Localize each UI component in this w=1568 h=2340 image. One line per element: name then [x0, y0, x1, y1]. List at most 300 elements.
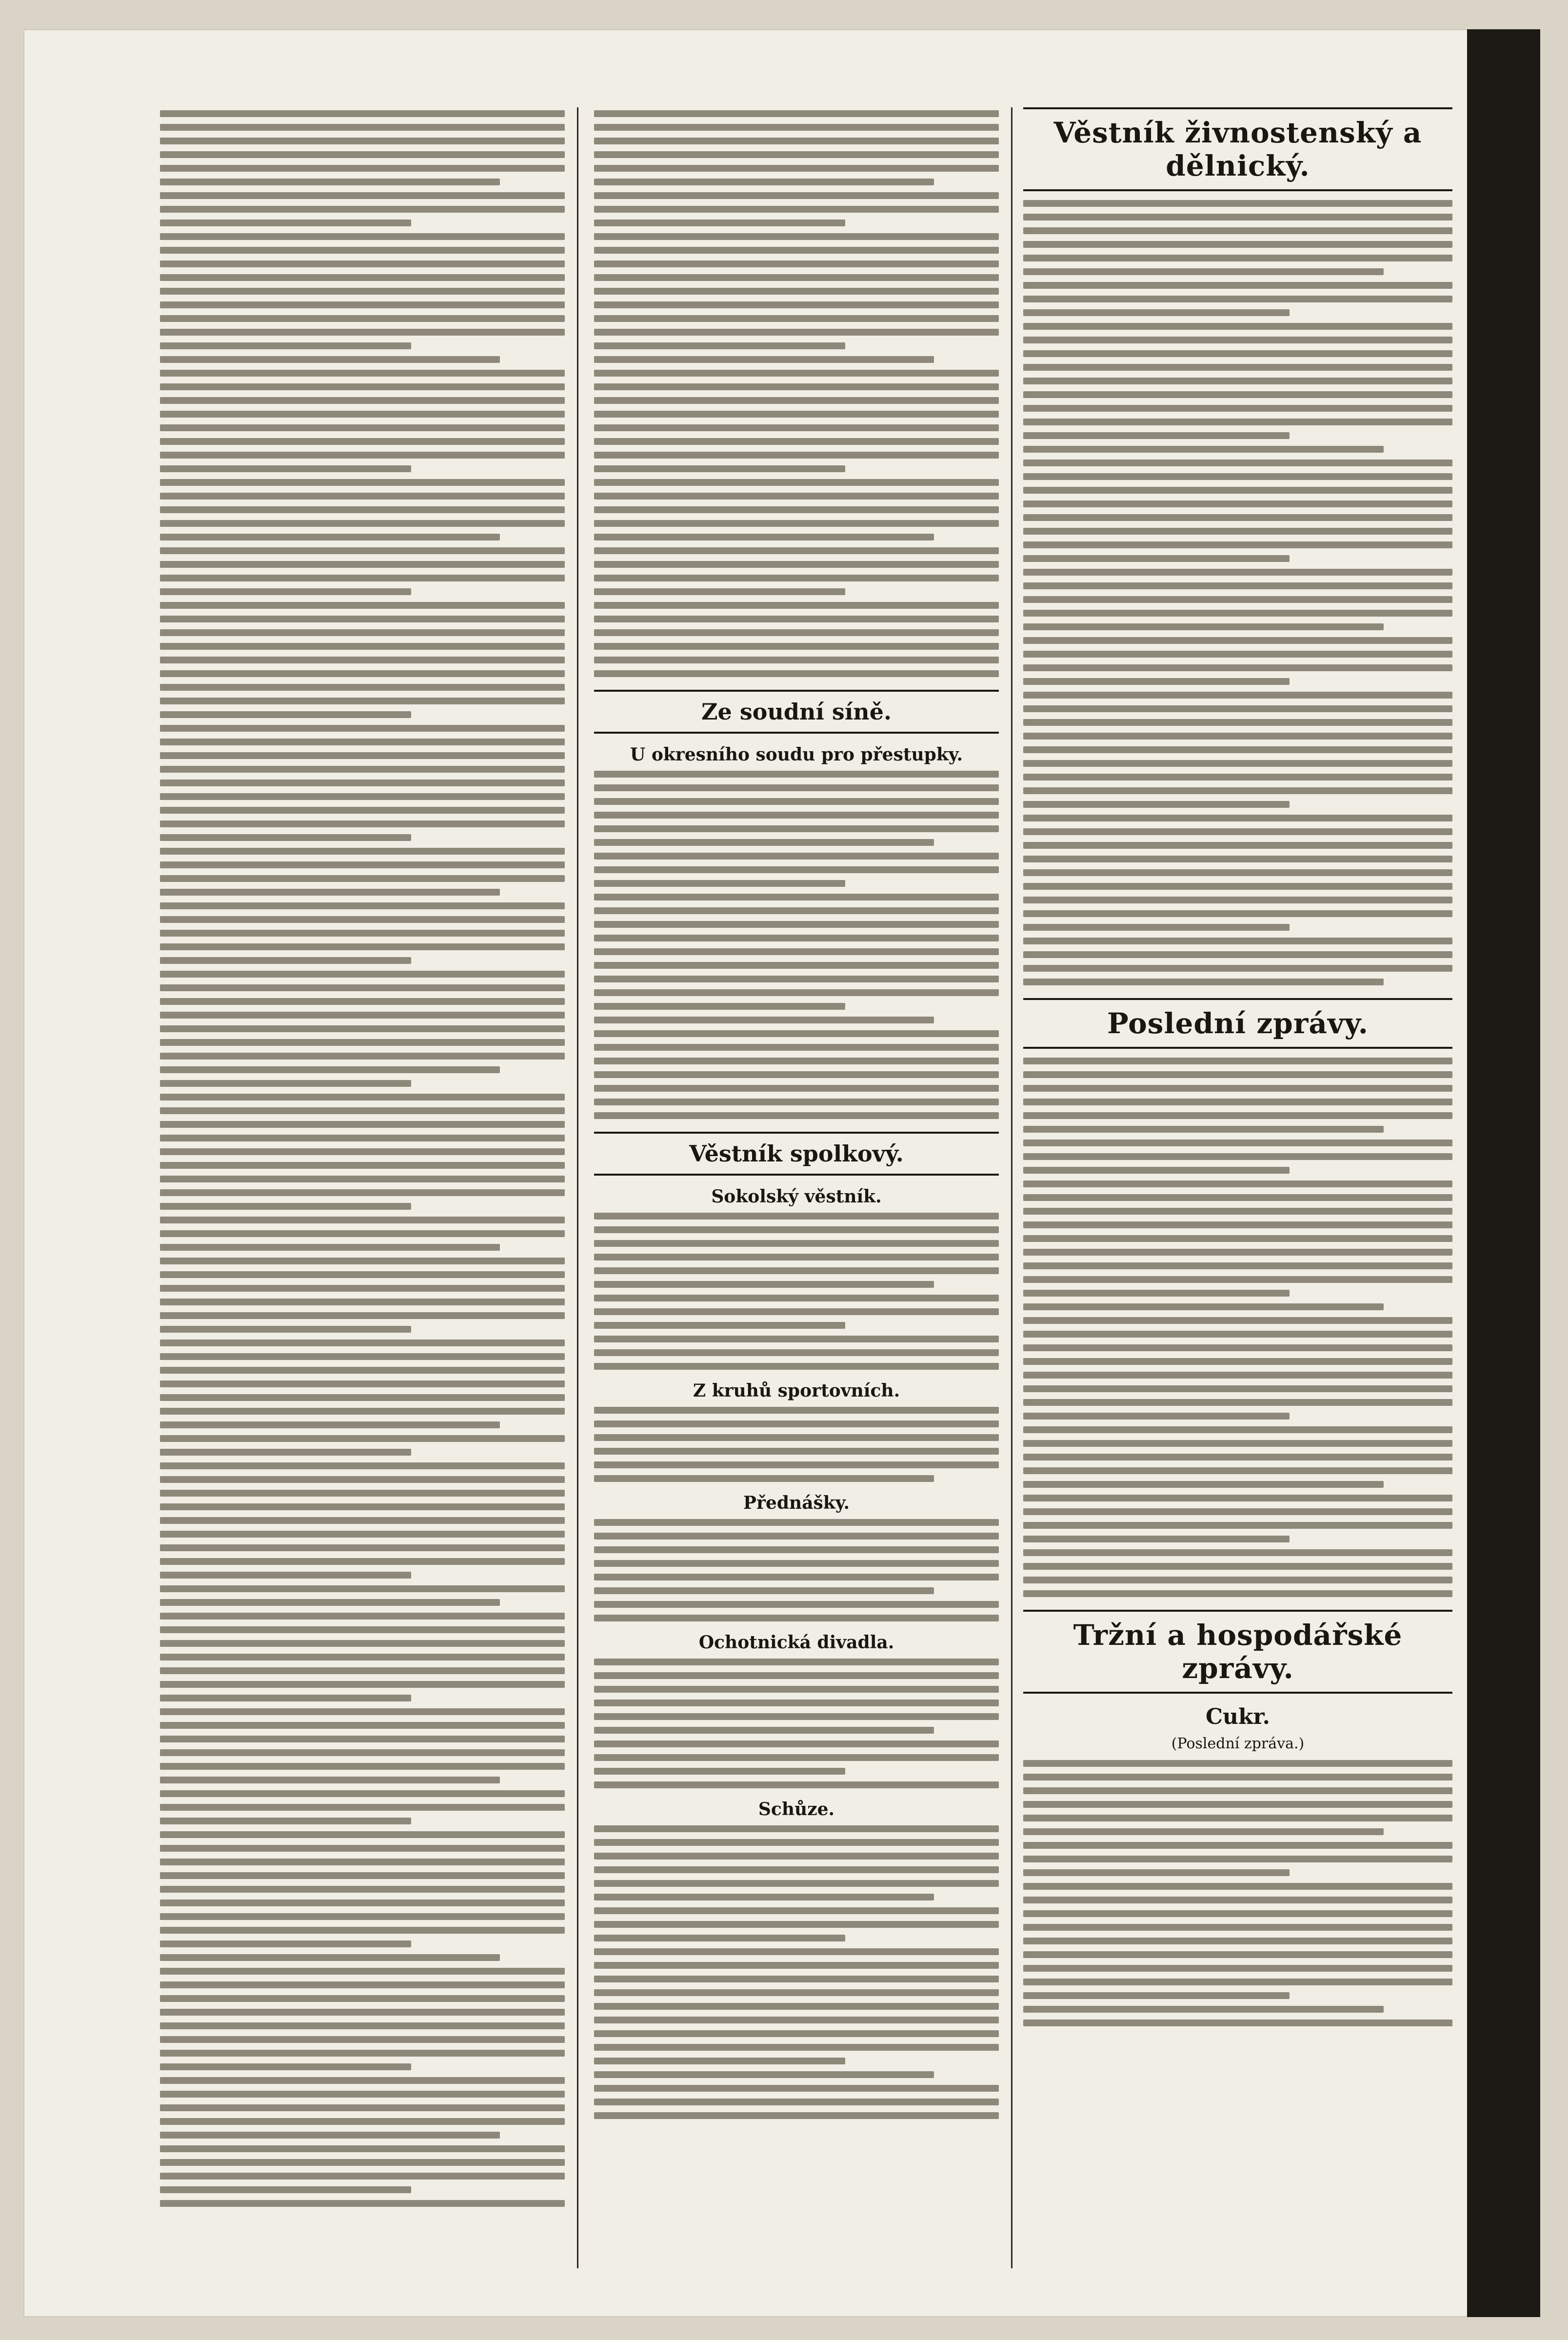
text-line	[1023, 1856, 1452, 1862]
text-line	[160, 2173, 565, 2180]
subsection-heading: U okresního soudu pro přestupky.	[630, 744, 963, 765]
text-line	[160, 465, 411, 472]
text-line	[1023, 1522, 1452, 1529]
text-line	[160, 1804, 565, 1811]
text-line	[594, 1475, 934, 1482]
text-line	[1023, 1208, 1452, 1215]
text-line	[1023, 1965, 1452, 1972]
text-line	[160, 1818, 411, 1824]
text-line	[594, 1754, 999, 1761]
text-line	[594, 657, 999, 663]
text-line	[1023, 924, 1290, 931]
text-line	[1023, 883, 1452, 890]
text-line	[1023, 1426, 1452, 1433]
subsection-heading: Z kruhů sportovních.	[693, 1380, 900, 1401]
text-line	[594, 1322, 845, 1329]
text-line	[594, 1295, 999, 1301]
text-line	[160, 424, 565, 431]
text-line	[594, 2030, 999, 2037]
text-block	[594, 1407, 999, 1482]
text-line	[160, 575, 565, 581]
subsection-note: (Poslední zpráva.)	[1171, 1735, 1305, 1752]
text-line	[1023, 1317, 1452, 1324]
text-line	[594, 1240, 999, 1247]
text-line	[1023, 1938, 1452, 1944]
text-line	[160, 1449, 411, 1456]
text-line	[160, 2036, 565, 2043]
text-line	[160, 1981, 565, 1988]
text-line	[160, 2022, 565, 2029]
text-line	[1023, 1126, 1384, 1133]
text-line	[160, 616, 565, 622]
text-line	[594, 2112, 999, 2119]
text-line	[594, 2058, 845, 2064]
text-line	[594, 1781, 999, 1788]
text-line	[594, 274, 999, 281]
text-line	[594, 1071, 999, 1078]
text-line	[1023, 637, 1452, 644]
text-line	[160, 1258, 565, 1264]
text-line	[160, 370, 565, 377]
text-line	[160, 1217, 565, 1223]
text-line	[1023, 1140, 1452, 1146]
text-block	[1023, 200, 1452, 985]
text-line	[1023, 1303, 1384, 1310]
text-line	[1023, 255, 1452, 261]
text-line	[1023, 897, 1452, 903]
text-line	[160, 2104, 565, 2111]
text-line	[594, 1989, 999, 1996]
text-line	[1023, 787, 1452, 794]
text-line	[594, 643, 999, 650]
text-line	[1023, 1815, 1452, 1821]
text-line	[160, 2077, 565, 2084]
text-line	[1023, 965, 1452, 972]
text-line	[594, 921, 999, 928]
text-line	[1023, 350, 1452, 357]
text-line	[160, 1777, 500, 1783]
text-line	[1023, 2006, 1384, 2013]
text-line	[1023, 1828, 1384, 1835]
text-line	[1023, 1924, 1452, 1931]
text-line	[594, 1727, 934, 1734]
text-line	[594, 192, 999, 199]
text-line	[1023, 241, 1452, 248]
text-line	[160, 1326, 411, 1333]
text-line	[160, 247, 565, 254]
text-line	[1023, 1549, 1452, 1556]
text-line	[1023, 869, 1452, 876]
text-line	[1023, 1801, 1452, 1808]
text-line	[594, 575, 999, 581]
text-line	[160, 629, 565, 636]
text-line	[160, 1012, 565, 1019]
text-line	[594, 452, 999, 459]
text-line	[1023, 432, 1290, 439]
text-line	[160, 1531, 565, 1538]
text-line	[160, 998, 565, 1005]
text-line	[1023, 692, 1452, 699]
text-line	[1023, 651, 1452, 658]
column-1	[160, 107, 565, 2268]
text-line	[594, 853, 999, 860]
text-line	[594, 1866, 999, 1873]
text-line	[1023, 419, 1452, 425]
text-line	[160, 684, 565, 691]
text-line	[594, 1907, 999, 1914]
text-line	[1023, 446, 1384, 453]
text-line	[160, 1353, 565, 1360]
text-line	[1023, 1495, 1452, 1501]
text-line	[1023, 1577, 1452, 1583]
text-line	[594, 1601, 999, 1608]
text-line	[160, 411, 565, 418]
text-line	[160, 2186, 411, 2193]
text-line	[594, 588, 845, 595]
text-line	[594, 342, 845, 349]
text-line	[160, 110, 565, 117]
text-line	[1023, 1331, 1452, 1338]
text-line	[1023, 979, 1384, 985]
text-line	[594, 1058, 999, 1064]
section-heading: Věstník spolkový.	[594, 1132, 999, 1176]
text-line	[1023, 1290, 1290, 1297]
text-line	[160, 1340, 565, 1346]
text-line	[594, 465, 845, 472]
text-line	[594, 1574, 999, 1580]
text-line	[1023, 760, 1452, 767]
text-line	[594, 2071, 934, 2078]
text-line	[160, 1995, 565, 2002]
text-block	[1023, 1760, 1452, 2026]
text-line	[160, 711, 411, 718]
text-line	[594, 1533, 999, 1540]
text-line	[1023, 364, 1452, 371]
text-line	[160, 1859, 565, 1865]
text-line	[160, 943, 565, 950]
text-line	[594, 547, 999, 554]
text-line	[160, 288, 565, 295]
text-line	[160, 1230, 565, 1237]
text-line	[594, 1213, 999, 1220]
text-line	[1023, 1787, 1452, 1794]
text-line	[594, 1825, 999, 1832]
text-line	[160, 1107, 565, 1114]
text-line	[1023, 1897, 1452, 1903]
column-3	[1023, 107, 1452, 2268]
text-line	[160, 342, 411, 349]
text-line	[594, 948, 999, 955]
text-line	[1023, 856, 1452, 862]
text-line	[594, 493, 999, 500]
text-line	[1023, 815, 1452, 821]
text-block	[594, 1659, 999, 1788]
text-line	[594, 1587, 934, 1594]
text-line	[160, 233, 565, 240]
text-line	[160, 1503, 565, 1510]
text-line	[1023, 391, 1452, 398]
text-line	[160, 1654, 565, 1660]
text-line	[160, 356, 500, 363]
text-line	[1023, 1153, 1452, 1160]
text-line	[1023, 1399, 1452, 1406]
text-line	[594, 1713, 999, 1720]
text-line	[1023, 623, 1384, 630]
text-line	[160, 1394, 565, 1401]
text-line	[594, 1935, 845, 1941]
text-line	[1023, 582, 1452, 589]
text-line	[1023, 1262, 1452, 1269]
text-line	[160, 739, 565, 745]
text-line	[160, 1080, 411, 1087]
text-line	[1023, 705, 1452, 712]
text-line	[594, 411, 999, 418]
text-line	[160, 807, 565, 814]
text-line	[160, 902, 565, 909]
text-line	[160, 2009, 565, 2016]
text-line	[160, 1572, 411, 1579]
text-line	[160, 1135, 565, 1141]
text-line	[1023, 1344, 1452, 1351]
text-line	[160, 1613, 565, 1620]
text-line	[160, 643, 565, 650]
text-line	[594, 165, 999, 172]
text-line	[160, 725, 565, 732]
text-line	[1023, 1869, 1290, 1876]
text-line	[160, 138, 565, 144]
text-line	[160, 1462, 565, 1469]
text-line	[594, 356, 934, 363]
text-line	[160, 1681, 565, 1688]
text-line	[1023, 473, 1452, 480]
text-line	[1023, 746, 1452, 753]
text-line	[160, 752, 565, 759]
text-line	[160, 1736, 565, 1742]
text-line	[1023, 719, 1452, 726]
text-line	[160, 1900, 565, 1906]
subsection-heading: Schůze.	[758, 1799, 835, 1820]
text-line	[594, 534, 934, 540]
text-line	[1023, 1951, 1452, 1958]
text-line	[160, 1435, 565, 1442]
text-line	[1023, 1842, 1452, 1849]
text-line	[1023, 2020, 1452, 2026]
text-line	[160, 657, 565, 663]
text-line	[1023, 1563, 1452, 1570]
text-line	[1023, 541, 1452, 548]
text-line	[1023, 938, 1452, 944]
text-line	[1023, 1883, 1452, 1890]
text-line	[594, 260, 999, 267]
text-line	[160, 1927, 565, 1934]
text-line	[594, 1254, 999, 1260]
text-line	[594, 1349, 999, 1356]
text-line	[160, 165, 565, 172]
text-line	[160, 547, 565, 554]
text-line	[160, 561, 565, 568]
text-line	[1023, 514, 1452, 521]
text-line	[1023, 1071, 1452, 1078]
text-line	[594, 616, 999, 622]
subsection-heading: Ochotnická divadla.	[698, 1632, 894, 1653]
text-line	[594, 1281, 934, 1288]
text-line	[594, 935, 999, 941]
newspaper-page	[23, 29, 1540, 2317]
text-line	[594, 839, 934, 846]
text-line	[1023, 200, 1452, 207]
column-2	[594, 107, 999, 2268]
text-line	[160, 1831, 565, 1838]
text-line	[594, 1336, 999, 1342]
text-line	[160, 179, 500, 185]
text-line	[594, 1003, 845, 1010]
text-line	[160, 1845, 565, 1852]
text-line	[160, 957, 411, 964]
text-line	[160, 1025, 565, 1032]
text-line	[594, 1615, 999, 1621]
text-line	[1023, 842, 1452, 849]
text-line	[594, 1976, 999, 1982]
subsection-heading: Přednášky.	[743, 1493, 850, 1513]
text-line	[594, 629, 999, 636]
text-line	[160, 1640, 565, 1647]
text-line	[1023, 1085, 1452, 1092]
text-line	[160, 260, 565, 267]
text-line	[594, 1880, 999, 1887]
text-line	[1023, 951, 1452, 958]
text-line	[160, 1708, 565, 1715]
text-line	[594, 1461, 999, 1468]
text-line	[594, 1519, 999, 1526]
text-line	[160, 1626, 565, 1633]
text-line	[594, 288, 999, 295]
text-line	[160, 2050, 565, 2057]
text-line	[594, 976, 999, 982]
text-line	[1023, 1235, 1452, 1242]
text-block	[594, 1519, 999, 1621]
text-line	[594, 520, 999, 527]
text-block	[594, 1213, 999, 1370]
text-line	[594, 1672, 999, 1679]
text-line	[594, 220, 845, 226]
text-line	[1023, 1167, 1290, 1174]
text-line	[594, 315, 999, 322]
text-line	[160, 698, 565, 704]
column-rule	[577, 107, 578, 2268]
text-line	[594, 812, 999, 819]
section-heading: Věstník živnostenský a dělnický.	[1023, 107, 1452, 191]
text-line	[160, 1695, 411, 1701]
text-line	[594, 2085, 999, 2092]
text-line	[594, 138, 999, 144]
text-line	[160, 766, 565, 773]
text-line	[160, 1094, 565, 1100]
text-line	[594, 1085, 999, 1092]
text-line	[160, 506, 565, 513]
text-line	[160, 670, 565, 677]
text-line	[160, 780, 565, 786]
text-line	[1023, 1099, 1452, 1105]
text-line	[594, 602, 999, 609]
text-line	[160, 1544, 565, 1551]
text-line	[160, 452, 565, 459]
text-line	[160, 1285, 565, 1292]
text-line	[1023, 801, 1290, 808]
text-line	[1023, 1760, 1452, 1767]
text-line	[594, 438, 999, 445]
section-heading: Ze soudní síně.	[594, 690, 999, 734]
column-rule	[1011, 107, 1012, 2268]
text-line	[160, 1490, 565, 1497]
text-line	[160, 1162, 565, 1169]
text-line	[1023, 268, 1384, 275]
text-line	[160, 984, 565, 991]
text-line	[160, 793, 565, 800]
text-line	[1023, 774, 1452, 780]
text-line	[160, 2132, 500, 2139]
text-line	[160, 438, 565, 445]
text-line	[1023, 678, 1290, 685]
text-line	[1023, 323, 1452, 330]
page-edge	[1467, 29, 1540, 2317]
text-line	[594, 2099, 999, 2105]
text-line	[594, 1853, 999, 1860]
text-line	[160, 1749, 565, 1756]
text-line	[594, 1948, 999, 1955]
text-line	[1023, 664, 1452, 671]
text-line	[160, 588, 411, 595]
text-line	[594, 1226, 999, 1233]
text-line	[1023, 828, 1452, 835]
text-line	[1023, 500, 1452, 507]
text-line	[594, 1962, 999, 1969]
text-line	[1023, 596, 1452, 603]
text-line	[594, 1686, 999, 1693]
text-line	[1023, 378, 1452, 384]
text-line	[594, 771, 999, 778]
text-line	[594, 1894, 934, 1900]
text-line	[594, 1659, 999, 1665]
text-line	[160, 1203, 411, 1210]
text-line	[1023, 1910, 1452, 1917]
text-line	[594, 784, 999, 791]
text-line	[1023, 1372, 1452, 1379]
text-line	[1023, 733, 1452, 740]
text-line	[594, 825, 999, 832]
text-line	[594, 151, 999, 158]
text-line	[594, 798, 999, 805]
text-line	[1023, 282, 1452, 289]
section-heading: Poslední zprávy.	[1023, 998, 1452, 1049]
text-line	[1023, 1508, 1452, 1515]
text-line	[1023, 227, 1452, 234]
text-line	[160, 1066, 500, 1073]
text-block	[1023, 1058, 1452, 1597]
text-line	[594, 2003, 999, 2010]
text-line	[160, 1148, 565, 1155]
text-line	[160, 329, 565, 336]
text-line	[1023, 1194, 1452, 1201]
text-line	[160, 2159, 565, 2166]
text-line	[160, 1367, 565, 1374]
text-line	[594, 1434, 999, 1441]
text-block	[160, 110, 565, 2207]
text-line	[1023, 1481, 1384, 1488]
text-line	[160, 2091, 565, 2098]
text-line	[160, 1053, 565, 1060]
text-line	[1023, 528, 1452, 535]
text-line	[160, 1189, 565, 1196]
